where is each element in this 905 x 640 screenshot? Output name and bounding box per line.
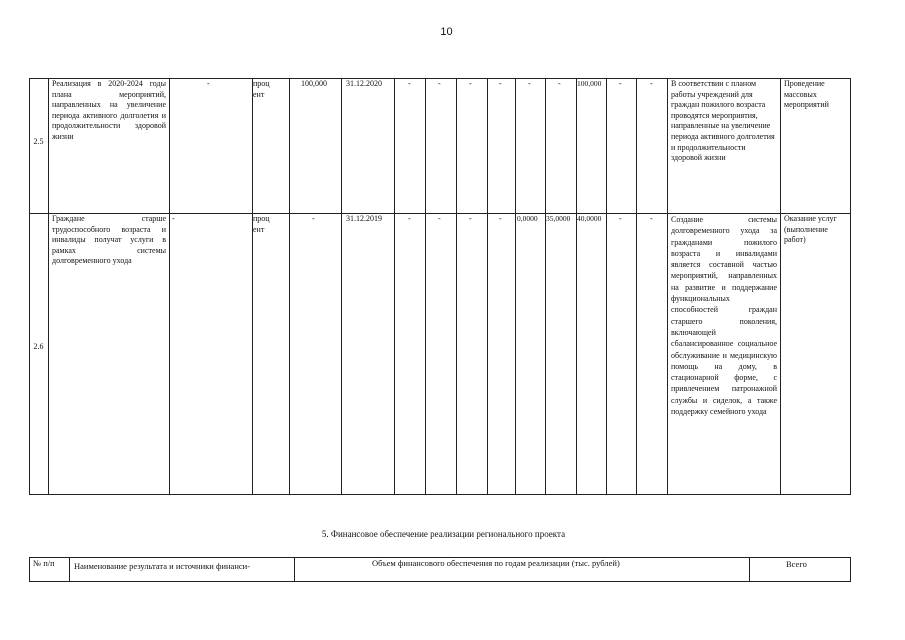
- col-border: [48, 78, 49, 495]
- col-border: [850, 557, 851, 582]
- col-name-header: Наименование результата и источники финанси-: [74, 561, 251, 571]
- result-description: В соответствии с планом работы учреждений для граждан пожилого возраста проводятся мероприятия, направленные на увеличение периода активного долголетия и продолжительности здоровой жизни: [671, 79, 775, 163]
- col-border: [294, 557, 295, 582]
- base-date: 31.12.2019: [346, 214, 382, 223]
- table-bottom-border: [29, 494, 851, 495]
- col-border: [780, 78, 781, 495]
- year-value: -: [408, 79, 411, 88]
- year-value: -: [469, 79, 472, 88]
- result-type: Оказание услуг (выполнение работ): [784, 214, 837, 245]
- col-border: [425, 78, 426, 495]
- table-bottom-border: [29, 581, 851, 582]
- year-value: -: [619, 79, 622, 88]
- base-date: 31.12.2020: [346, 79, 382, 88]
- col-border: [749, 557, 750, 582]
- col-border: [545, 78, 546, 495]
- col-border: [29, 557, 30, 582]
- col-border: [667, 78, 668, 495]
- result-description: Создание системы долговременного ухода за гражданами пожилого возраста и инвалидами является составной частью мероприятий, направленных на развитие и поддержание функциональных способностей граждан старшего поколения, включающей сбалансированное социальное обслуживание и медицинскую помощь на дому, в стационарной форме, с привлечением патронажной службы и сиделок, а также поддержку семейного ухода: [671, 215, 777, 417]
- result-name: Реализация в 2020-2024 годы плана мероприятий, направленных на увеличение периода активного долголетия и продолжительности здоровой жизни: [52, 79, 166, 141]
- col-border: [515, 78, 516, 495]
- row-number: 2.6: [33, 342, 44, 351]
- col-border: [456, 78, 457, 495]
- row-number: 2.5: [33, 137, 44, 146]
- col-border: [394, 78, 395, 495]
- col-border: [850, 78, 851, 495]
- year-value: -: [499, 214, 502, 223]
- col-number-header: № п/п: [33, 558, 55, 568]
- section-title: 5. Финансовое обеспечение реализации регионального проекта: [321, 529, 566, 539]
- page-number: 10: [440, 26, 453, 38]
- year-value: -: [650, 214, 653, 223]
- result-type: Проведение массовых мероприятий: [784, 79, 829, 110]
- col-border: [576, 78, 577, 495]
- year-value: -: [438, 214, 441, 223]
- col-b-value: -: [172, 214, 175, 223]
- col-border: [487, 78, 488, 495]
- year-value: -: [408, 214, 411, 223]
- year-value: -: [438, 79, 441, 88]
- year-value: -: [558, 79, 561, 88]
- year-value: -: [619, 214, 622, 223]
- year-value: 35,0000: [546, 214, 571, 223]
- col-b-value: -: [207, 79, 210, 88]
- year-value: 100,000: [577, 79, 602, 88]
- col-volume-header: Объем финансового обеспечения по годам реализации (тыс. рублей): [372, 558, 620, 568]
- unit: процент: [253, 79, 270, 99]
- year-value: 0,0000: [517, 214, 538, 223]
- col-border: [252, 78, 253, 495]
- col-total-header: Всего: [786, 559, 807, 569]
- unit: процент: [253, 214, 270, 234]
- year-value: -: [469, 214, 472, 223]
- base-value: 100,000: [301, 79, 327, 88]
- col-border: [169, 78, 170, 495]
- year-value: -: [528, 79, 531, 88]
- col-border: [341, 78, 342, 495]
- year-value: -: [499, 79, 502, 88]
- year-value: 40,0000: [577, 214, 602, 223]
- year-value: -: [650, 79, 653, 88]
- col-border: [606, 78, 607, 495]
- result-name: Граждане старше трудоспособного возраста и инвалиды получат услуги в рамках системы долговременного ухода: [52, 214, 166, 266]
- base-value: -: [312, 214, 315, 223]
- col-border: [289, 78, 290, 495]
- col-border: [69, 557, 70, 582]
- col-border: [636, 78, 637, 495]
